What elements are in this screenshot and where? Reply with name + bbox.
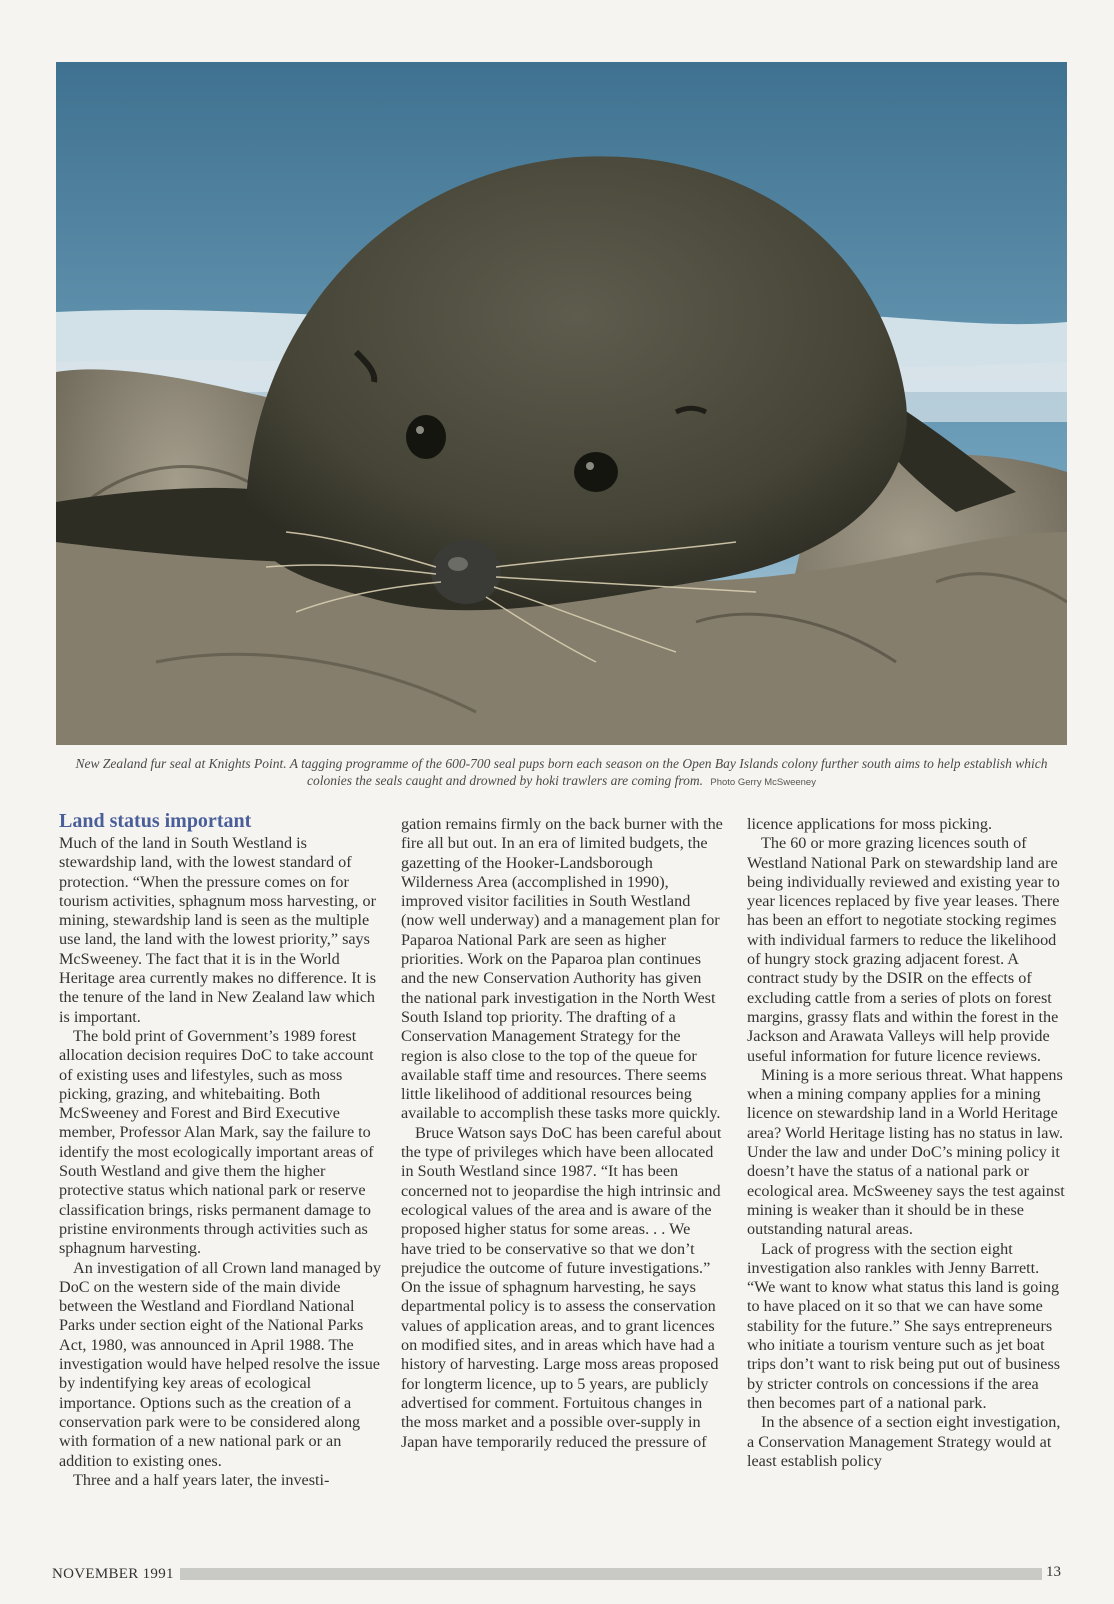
photo-credit: Photo Gerry McSweeney	[710, 777, 816, 788]
footer-rule	[180, 1568, 1042, 1580]
paragraph: Bruce Watson says DoC has been careful about the type of privileges which have been allocated in South Westland since 1987. “It has been concerned not to jeopardise the high intrinsic and ecological values of the area and is aware of the proposed higher status for some areas. . . We have tried to be conservative so that we don’t prejudice the outcome of future investigations.” On the issue of sphagnum harvesting, he says departmental policy is to assess the conservation values of application areas, and to grant licences on modified sites, and in areas which have had a history of harvesting. Large moss areas proposed for longterm licence, up to 5 years, are publicly advertised for comment. Fortuitous changes in the moss market and a possible over-supply in Japan have temporarily reduced the pressure of	[401, 1123, 722, 1451]
article-column-2	[401, 815, 723, 1550]
seal-photo	[56, 62, 1067, 745]
paragraph: Much of the land in South Westland is stewardship land, with the lowest standard of protection. “When the pressure comes on for tourism activities, sphagnum moss harvesting, or mining, stewardship land is seen as the multiple use land, the land with the lowest priority,” says McSweeney. The fact that it is in the World Heritage area currently makes no difference. It is the tenure of the land in New Zealand law which is important.	[59, 834, 376, 1026]
paragraph: The 60 or more grazing licences south of Westland National Park on stewardship land are being individually reviewed and existing year to year licences replaced by five year leases. There has been an effort to negotiate stocking regimes with individual farmers to reduce the likelihood of hungry stock grazing adjacent forest. A contract study by the DSIR on the effects of excluding cattle from a series of plots on forest margins, grassy flats and within the forest in the Jackson and Arawata Valleys will help provide useful information for future licence reviews.	[747, 834, 1060, 1065]
paragraph: Mining is a more serious threat. What happens when a mining company applies for a mining licence on stewardship land in a World Heritage area? World Heritage listing has no status in law. Under the law and under DoC’s mining policy it doesn’t have the status of a national park or ecological area. McSweeney says the test against mining is weaker than it should be in these outstanding natural areas.	[747, 1065, 1065, 1239]
article-column-3	[747, 815, 1069, 1550]
issue-date: NOVEMBER 1991	[52, 1566, 174, 1582]
paragraph: The bold print of Government’s 1989 forest allocation decision requires DoC to take account of existing uses and lifestyles, such as moss picking, grazing, and whitebaiting. Both McSweeney and Forest and Bird Executive member, Professor Alan Mark, say the failure to identify the most ecologically important areas of South Westland and give them the higher protective status which national park or reserve classification brings, risks permanent damage to pristine environments through activities such as sphagnum harvesting.	[59, 1026, 374, 1258]
photo-caption	[56, 755, 1067, 791]
seal-photo-illustration	[56, 62, 1067, 745]
page-number: 13	[1046, 1564, 1061, 1580]
paragraph: In the absence of a section eight investigation, a Conservation Management Strategy would at least establish policy	[747, 1413, 1061, 1470]
paragraph: licence applications for moss picking.	[747, 815, 992, 833]
paragraph: An investigation of all Crown land managed by DoC on the western side of the main divide between the Westland and Fiordland National Parks under section eight of the National Parks Act, 1980, was announced in April 1988. The investigation would have helped resolve the issue by indentifying key areas of ecological importance. Options such as the creation of a conservation park were to be considered along with formation of a new national park or an addition to existing ones.	[59, 1258, 381, 1470]
paragraph: gation remains firmly on the back burner with the fire all but out. In an era of limited budgets, the gazetting of the Hooker-Landsborough Wilderness Area (accomplished in 1990), improved visitor facilities in South Westland (now well underway) and a management plan for Paparoa National Park are seen as higher priorities. Work on the Paparoa plan continues and the new Conservation Authority has given the national park investigation in the North West South Island top priority. The drafting of a Conservation Management Strategy for the region is also close to the top of the queue for available staff time and resources. There seems little likelihood of additional resources being available to accomplish these tasks more quickly.	[401, 815, 723, 1123]
caption-text: New Zealand fur seal at Knights Point. A tagging programme of the 600-700 seal pups born each season on the Open Bay Islands colony further south aims to help establish which colonies the seals caught and drowned by hoki trawlers are coming from.	[75, 756, 1048, 788]
section-heading: Land status important	[59, 810, 252, 832]
paragraph: Three and a half years later, the investi-	[73, 1470, 330, 1489]
paragraph: Lack of progress with the section eight investigation also rankles with Jenny Barrett. “We want to know what status this land is going to have placed on it so that we can have some stability for the future.” She says entrepreneurs who initiate a tourism venture such as jet boat trips don’t want to risk being put out of business by stricter controls on concessions if the area then becomes part of a national park.	[747, 1239, 1061, 1412]
article-column-1	[59, 810, 381, 1545]
